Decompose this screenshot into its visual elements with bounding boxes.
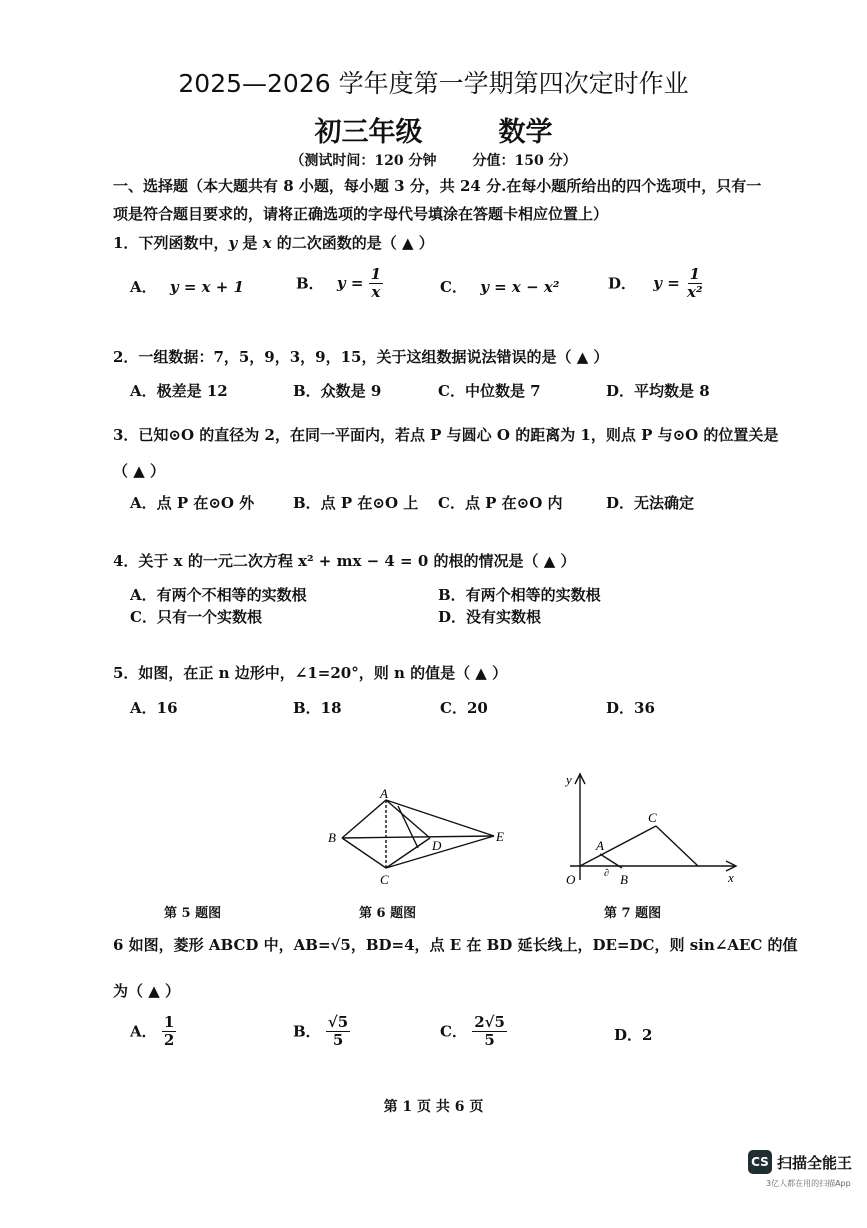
fraction [326, 1014, 350, 1048]
q1-option-b[interactable] [296, 266, 383, 300]
question-number: 1． [113, 234, 139, 252]
q3-option-a[interactable]: A．点 P 在⊙O 外 [130, 494, 255, 512]
exam-title: 2025—2026 学年度第一学期第四次定时作业 [178, 69, 689, 98]
q4-option-a[interactable]: A．有两个不相等的实数根 [130, 586, 307, 604]
figure-6-rhombus [320, 786, 520, 890]
numerator: 2√5 [474, 1013, 505, 1031]
axis-y-label: y [566, 772, 572, 787]
numerator: √5 [327, 1013, 349, 1031]
q2-option-d[interactable]: D．平均数是 8 [606, 382, 710, 400]
option-letter: B． [296, 274, 324, 293]
option-expression: y = [336, 274, 364, 292]
figure-5-caption: 第 5 题图 [164, 906, 222, 921]
question-5-stem: 5．如图，在正 n 边形中，∠1=20°，则 n 的值是（ ▲ ） [113, 664, 508, 682]
option-expression: y = x − x² [480, 278, 560, 296]
exam-info [0, 150, 867, 170]
camscanner-tagline: 3亿人都在用的扫描App [766, 1179, 851, 1188]
label-d: D [432, 838, 442, 853]
question-6-stem: 6 如图，菱形 ABCD 中，AB=√5，BD=4，点 E 在 BD 延长线上，DE=DC，则 sin∠AEC 的值 [113, 936, 798, 954]
q4-option-c[interactable]: C．只有一个实数根 [130, 608, 262, 626]
question-text: 是 [237, 234, 263, 252]
exam-time: （测试时间：120 分钟 [290, 153, 437, 169]
q5-option-a[interactable]: A．16 [130, 699, 178, 717]
option-letter: A． [130, 278, 157, 296]
q4-option-d[interactable]: D．没有实数根 [438, 608, 542, 626]
q6-option-b[interactable] [293, 1014, 350, 1048]
numerator: 1 [370, 265, 382, 283]
q3-option-d[interactable]: D．无法确定 [606, 494, 695, 512]
grade-label: 初三年级 [314, 117, 423, 148]
question-2-stem: 2．一组数据：7，5，9，3，9，15，关于这组数据说法错误的是（ ▲ ） [113, 348, 609, 366]
q6-option-c[interactable] [440, 1014, 507, 1048]
label-a: A [596, 838, 604, 853]
q1-option-d[interactable] [608, 266, 705, 300]
label-e: E [496, 829, 504, 844]
figure-6-caption: 第 6 题图 [359, 906, 417, 921]
angle-mark: ∂ [604, 868, 609, 879]
fraction [369, 266, 383, 300]
label-c: C [380, 872, 389, 887]
question-4-stem: 4．关于 x 的一元二次方程 x² + mx − 4 = 0 的根的情况是（ ▲ ） [113, 552, 576, 570]
denominator: 2 [163, 1030, 175, 1049]
q3-option-b[interactable]: B．点 P 在⊙O 上 [293, 494, 419, 512]
q5-option-b[interactable]: B．18 [293, 699, 342, 717]
option-expression: y = [653, 274, 680, 292]
label-c: C [648, 810, 657, 825]
option-letter: C． [440, 1022, 467, 1041]
origin-label: O [566, 872, 576, 887]
exam-score: 分值：150 分） [472, 153, 577, 169]
q4-option-b[interactable]: B．有两个相等的实数根 [438, 586, 601, 604]
camscanner-logo: CS [748, 1150, 772, 1174]
fraction [685, 266, 705, 300]
question-text: 的二次函数的是（ ▲ ） [271, 234, 434, 252]
question-1-stem [113, 232, 434, 253]
label-a: A [380, 786, 388, 801]
figure-7-caption: 第 7 题图 [604, 906, 662, 921]
option-letter: B． [293, 1022, 321, 1041]
grade-subject [0, 110, 867, 149]
question-6-stem-cont: 为（ ▲ ） [113, 982, 180, 1000]
subject-label: 数学 [498, 117, 553, 148]
numerator: 1 [689, 265, 700, 283]
denominator: 5 [332, 1030, 344, 1049]
camscanner-brand: 扫描全能王 [777, 1154, 853, 1172]
option-expression: y = x + 1 [169, 278, 244, 296]
section-instructions: 一、选择题（本大题共有 8 小题，每小题 3 分，共 24 分.在每小题所给出的四个选项中，只有一项是符合题目要求的，请将正确选项的字母代号填涂在答题卡相应位置上） [113, 177, 762, 223]
option-letter: D． [608, 274, 637, 293]
q3-option-c[interactable]: C．点 P 在⊙O 内 [438, 494, 563, 512]
q1-option-a[interactable] [130, 276, 244, 297]
numerator: 1 [163, 1013, 175, 1031]
question-3-stem-cont: （ ▲ ） [113, 462, 165, 480]
q5-option-c[interactable]: C．20 [440, 699, 488, 717]
denominator: 5 [484, 1030, 495, 1049]
option-letter: A． [130, 1022, 157, 1041]
fraction [162, 1014, 176, 1048]
label-b: B [620, 872, 628, 887]
q2-option-b[interactable]: B．众数是 9 [293, 382, 382, 400]
page-footer: 第 1 页 共 6 页 [383, 1099, 484, 1115]
math-var: y [228, 234, 238, 252]
q6-option-d[interactable]: D．2 [614, 1026, 653, 1044]
label-b: B [328, 830, 336, 845]
fraction [472, 1014, 507, 1048]
question-text: 下列函数中， [138, 234, 229, 252]
option-letter: C． [440, 278, 467, 296]
q2-option-a[interactable]: A．极差是 12 [130, 382, 228, 400]
q6-option-a[interactable] [130, 1014, 176, 1048]
question-3-stem: 3．已知⊙O 的直径为 2，在同一平面内，若点 P 与圆心 O 的距离为 1，则点 P 与⊙O 的位置关是 [113, 426, 779, 444]
q1-option-c[interactable] [440, 276, 559, 297]
q2-option-c[interactable]: C．中位数是 7 [438, 382, 541, 400]
denominator: x² [687, 282, 703, 301]
denominator: x [371, 282, 381, 301]
math-var: x [262, 234, 272, 252]
q5-option-d[interactable]: D．36 [606, 699, 655, 717]
figure-7-coordinate [560, 768, 750, 890]
axis-x-label: x [728, 870, 734, 885]
